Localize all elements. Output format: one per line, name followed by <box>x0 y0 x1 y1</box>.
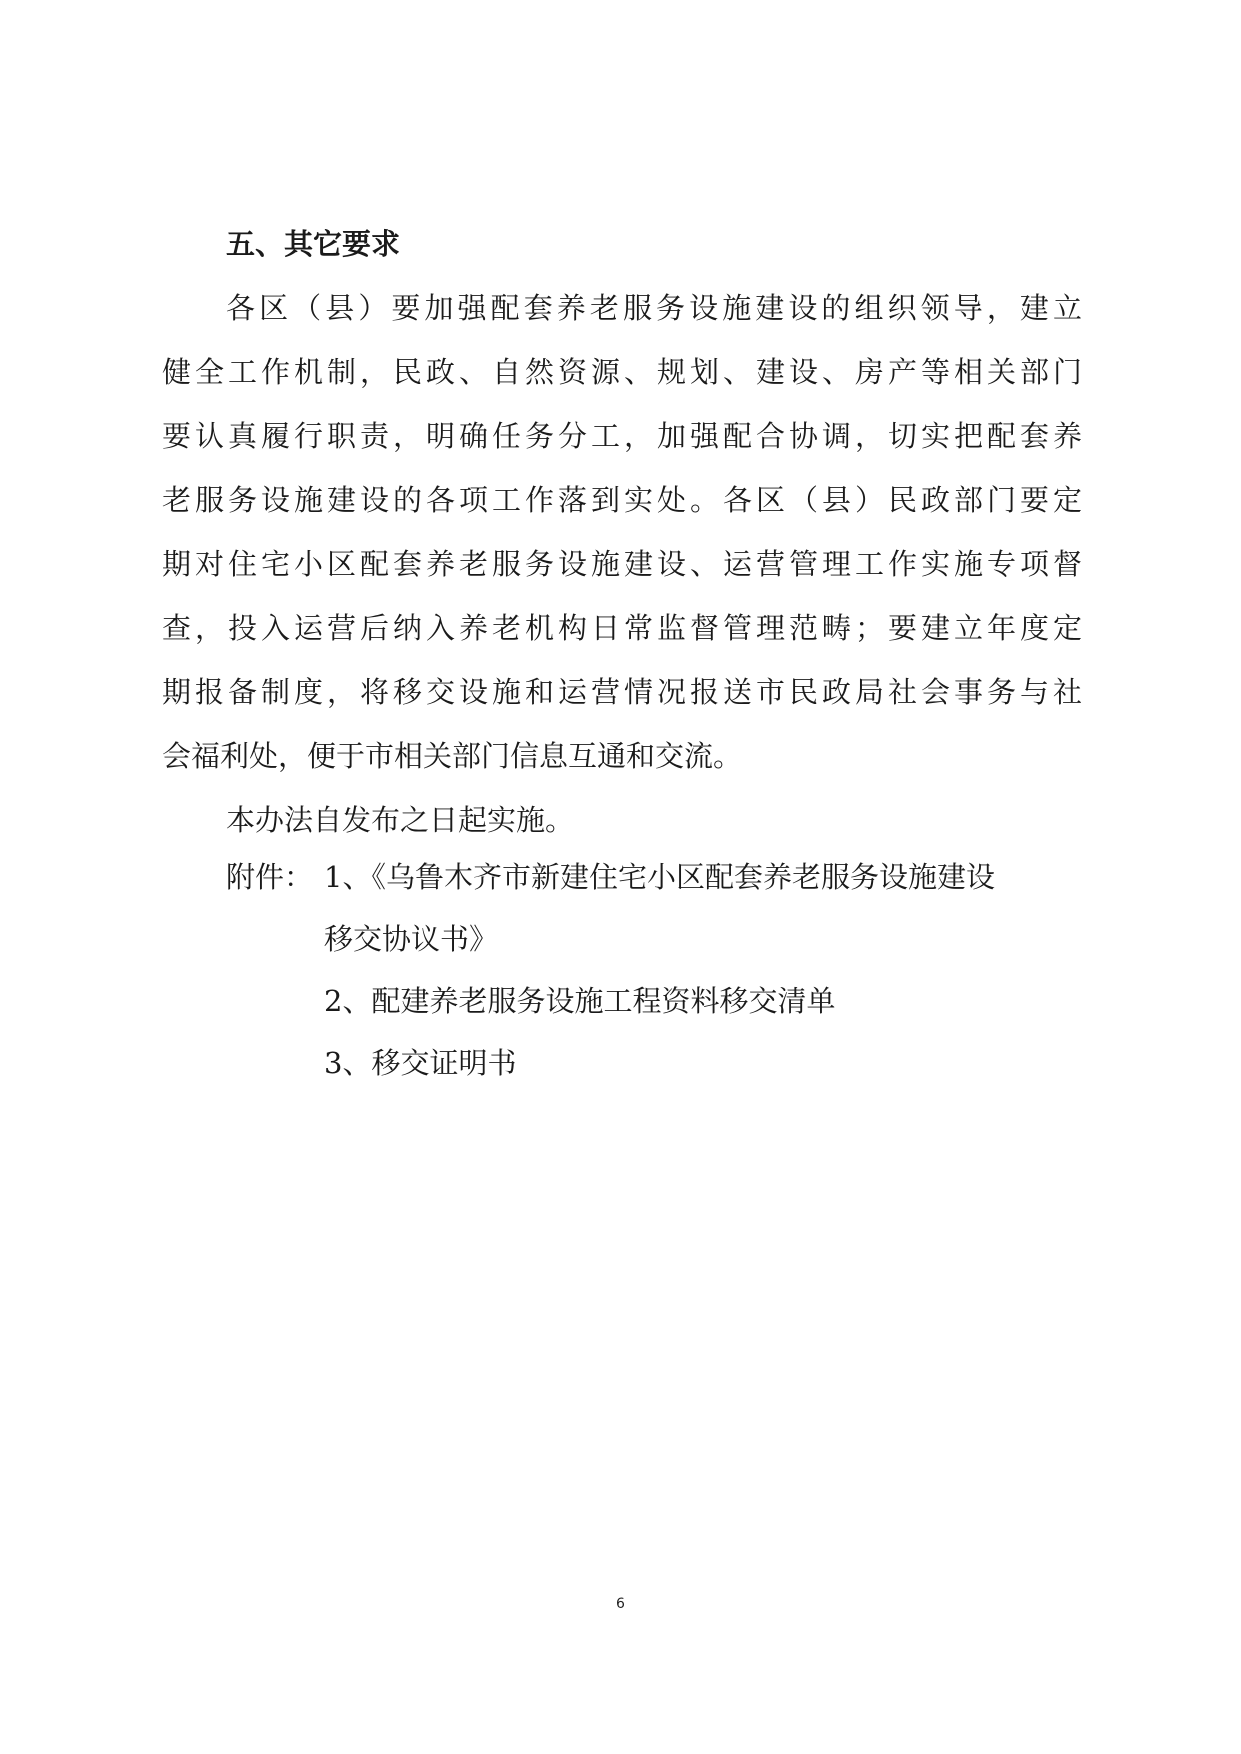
attachment-item: 3、移交证明书 <box>324 1046 517 1080</box>
paragraph-line: 各区（县）要加强配套养老服务设施建设的组织领导，建立 <box>226 291 1082 325</box>
attachment-item-continuation: 移交协议书》 <box>324 922 499 956</box>
paragraph-line: 查，投入运营后纳入养老机构日常监督管理范畴；要建立年度定 <box>162 611 1082 645</box>
paragraph-line: 老服务设施建设的各项工作落到实处。各区（县）民政部门要定 <box>162 483 1082 517</box>
paragraph-line: 期报备制度，将移交设施和运营情况报送市民政局社会事务与社 <box>162 675 1082 709</box>
attachments-list <box>226 846 995 1094</box>
section-heading: 五、其它要求 <box>226 227 401 261</box>
body-paragraph <box>162 276 1082 788</box>
paragraph-line: 期对住宅小区配套养老服务设施建设、运营管理工作实施专项督 <box>162 547 1082 581</box>
paragraph-line: 要认真履行职责，明确任务分工，加强配合协调，切实把配套养 <box>162 419 1082 453</box>
closing-statement: 本办法自发布之日起实施。 <box>226 803 575 837</box>
section-content <box>162 212 1082 852</box>
attachment-item: 2、配建养老服务设施工程资料移交清单 <box>324 984 836 1018</box>
attachment-title: 1、《乌鲁木齐市新建住宅小区配套养老服务设施建设 <box>324 860 995 894</box>
page-number: 6 <box>616 1596 625 1612</box>
paragraph-line: 健全工作机制，民政、自然资源、规划、建设、房产等相关部门 <box>162 355 1082 389</box>
paragraph-line: 会福利处，便于市相关部门信息互通和交流。 <box>162 739 743 773</box>
attachment-item <box>226 846 995 908</box>
attachments-label: 附件： <box>226 860 314 894</box>
